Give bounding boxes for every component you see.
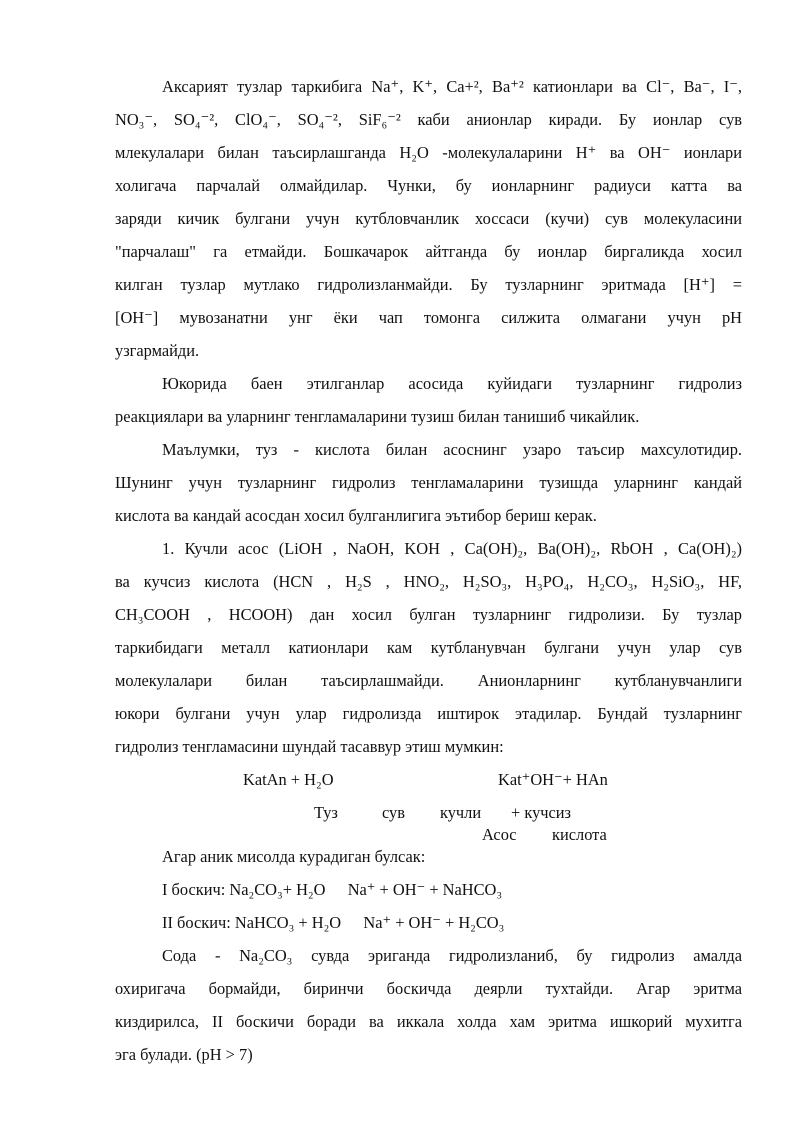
equation-label-acid: кислота (552, 825, 607, 844)
step-2-label: II боскич: (162, 913, 231, 932)
paragraph-4-line-2: ва кучсиз кислота (HCN , H₂S , HNO₂, H₂SO₃, H₃PO₄, H₂CO₃, H₂SiO₃, HF, (115, 572, 742, 591)
equation-label-base: Асос (482, 825, 517, 844)
paragraph-1-line-9: узгармайди. (115, 341, 200, 360)
paragraph-4-line-4: таркибидаги металл катионлари кам кутбланувчан булгани учун улар сув (115, 638, 742, 657)
equation-label-water: сув (382, 803, 405, 822)
paragraph-5-line-2: охиригача бормайди, биринчи боскичда деярли тухтайди. Агар эритма (115, 979, 742, 998)
paragraph-1-line-7: килган тузлар мутлако гидролизланмайди. Бу тузларнинг эритмада [H⁺] = (115, 275, 742, 294)
paragraph-1-line-3: млекулалари билан таъсирлашганда H₂O -молекулаларини H⁺ ва OH⁻ ионлари (115, 143, 742, 162)
paragraph-4-line-5: молекулалари билан таъсирлашмайди. Анионларнинг кутбланувчанлиги (115, 671, 742, 690)
equation-right: Kat⁺OH⁻+ HAn (498, 770, 608, 789)
paragraph-2-line-2: реакциялари ва уларнинг тенгламаларини тузиш билан танишиб чикайлик. (115, 407, 640, 426)
paragraph-4-line-7: гидролиз тенгламасини шундай тасаввур этиш мумкин: (115, 737, 504, 756)
paragraph-5-line-3: киздирилса, II боскичи боради ва иккала холда хам эритма ишкорий мухитга (115, 1012, 742, 1031)
step-1-right: Na⁺ + OH⁻ + NaHCO₃ (347, 880, 503, 899)
example-step-2 (162, 913, 504, 933)
paragraph-4-line-6: юкори булгани учун улар гидролизда иштирок этадилар. Бундай тузларнинг (115, 704, 742, 723)
step-1-label: I боскич: (162, 880, 226, 899)
paragraph-1-line-4: холигача парчалай олмайдилар. Чунки, бу ионларнинг радиуси катта ва (115, 176, 742, 195)
step-2-right: Na⁺ + OH⁻ + H₂CO₃ (363, 913, 505, 932)
equation-left: KatAn + H₂O (243, 770, 334, 789)
paragraph-3-line-2: Шунинг учун тузларнинг гидролиз тенгламаларини тузишда уларнинг кандай (115, 473, 742, 492)
paragraph-1-line-6: "парчалаш" га етмайди. Бошкачарок айтганда бу ионлар биргаликда хосил (115, 242, 742, 261)
equation-label-weak: + кучсиз (511, 803, 572, 822)
paragraph-4-line-3: CH₃COOH , HCOOH) дан хосил булган тузларнинг гидролизи. Бу тузлар (115, 605, 742, 624)
paragraph-1-line-5: заряди кичик булгани учун кутбловчанлик хоссаси (кучи) сув молекуласини (115, 209, 742, 228)
paragraph-5-line-1: Сода - Na₂CO₃ сувда эриганда гидролизланиб, бу гидролиз амалда (162, 946, 742, 965)
equation-label-strong: кучли (440, 803, 482, 822)
step-2-left: NaHCO₃ + H₂O (234, 913, 342, 932)
paragraph-1-line-1: Аксарият тузлар таркибига Na⁺, K⁺, Ca+², Ba⁺² катионлари ва Cl⁻, Ba⁻, I⁻, (162, 77, 742, 96)
paragraph-5-line-4: эга булади. (pH > 7) (115, 1045, 253, 1064)
step-1-left: Na₂CO₃+ H₂O (229, 880, 326, 899)
paragraph-1-line-8: [OH⁻] мувозанатни унг ёки чап томонга силжита олмагани учун pH (115, 308, 742, 327)
paragraph-4-line-1: 1. Кучли асос (LiOH , NaOH, KOH , Ca(OH)₂, Ba(OH)₂, RbOH , Ca(OH)₂) (162, 539, 742, 558)
paragraph-3-line-3: кислота ва кандай асосдан хосил булганлигига эътибор бериш керак. (115, 506, 597, 525)
example-step-1 (162, 880, 502, 900)
paragraph-3-line-1: Маълумки, туз - кислота билан асоснинг узаро таъсир махсулотидир. (162, 440, 742, 459)
equation-label-salt: Туз (314, 803, 338, 822)
paragraph-2-line-1: Юкорида баен этилганлар асосида куйидаги тузларнинг гидролиз (162, 374, 742, 393)
paragraph-1-line-2: NO₃⁻, SO₄⁻², ClO₄⁻, SO₄⁻², SiF₆⁻² каби анионлар киради. Бу ионлар сув (115, 110, 742, 129)
example-intro: Агар аник мисолда курадиган булсак: (162, 847, 426, 866)
